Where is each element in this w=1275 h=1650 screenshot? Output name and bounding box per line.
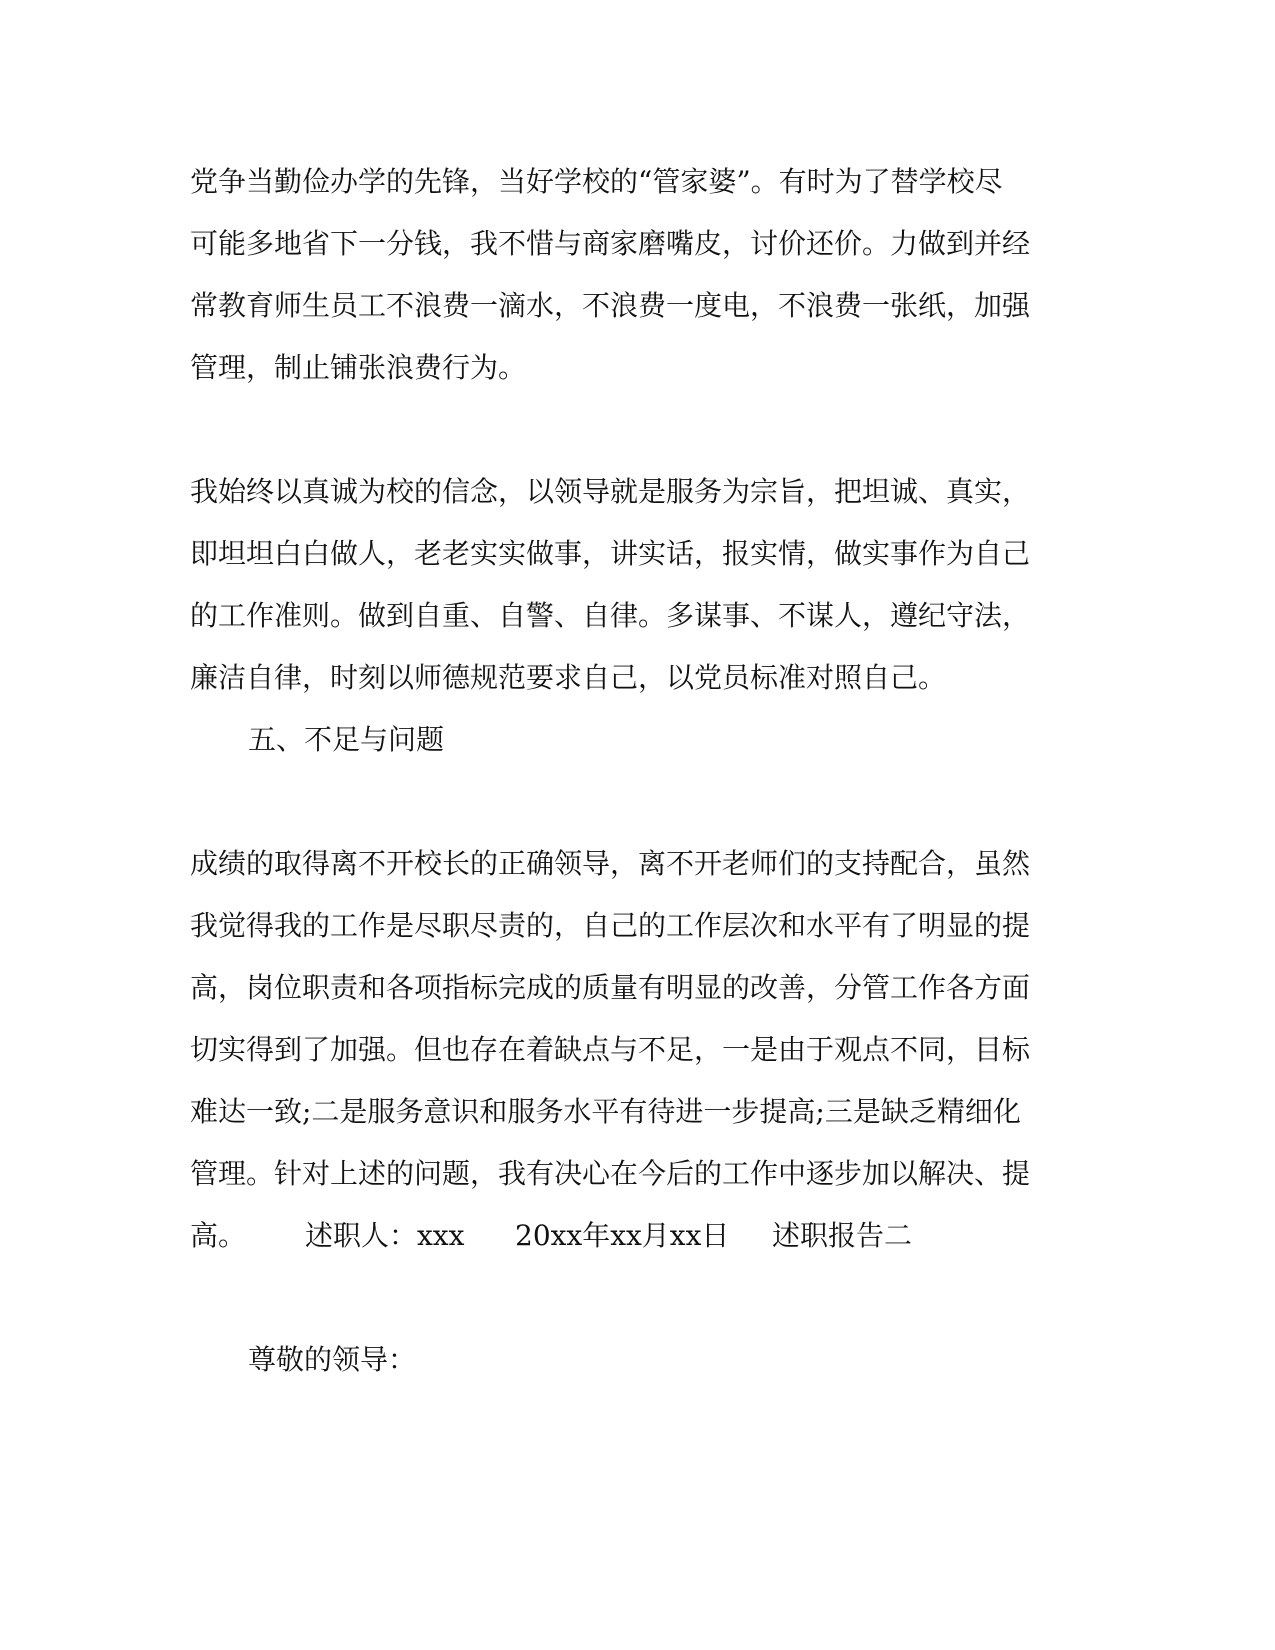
paragraph-3-end: 高。 [190,1219,247,1252]
paragraph-3-line-6: 管理。针对上述的问题，我有决心在今后的工作中逐步加以解决、提 [190,1157,1031,1190]
paragraph-3-line-1: 成绩的取得离不开校长的正确领导，离不开老师们的支持配合，虽然 [190,847,1031,880]
paragraph-2-line-4: 廉洁自律，时刻以师德规范要求自己，以党员标准对照自己。 [190,661,947,694]
paragraph-3-line-3: 高，岗位职责和各项指标完成的质量有明显的改善，分管工作各方面 [190,971,1031,1004]
paragraph-1-line-1: 党争当勤俭办学的先锋，当好学校的“管家婆”。有时为了替学校尽 [190,165,1003,198]
signer: 述职人：xxx [305,1219,465,1252]
salutation: 尊敬的领导： [248,1343,417,1376]
paragraph-3-line-2: 我觉得我的工作是尽职尽责的，自己的工作层次和水平有了明显的提 [190,909,1031,942]
paragraph-1-line-3: 常教育师生员工不浪费一滴水，不浪费一度电，不浪费一张纸，加强 [190,289,1031,322]
paragraph-1-line-2: 可能多地省下一分钱，我不惜与商家磨嘴皮，讨价还价。力做到并经 [190,227,1031,260]
paragraph-2-line-2: 即坦坦白白做人，老老实实做事，讲实话，报实情，做实事作为自己 [190,537,1031,570]
paragraph-1-line-4: 管理，制止铺张浪费行为。 [190,351,527,384]
section-heading-5: 五、不足与问题 [248,723,445,756]
signature-line [190,1218,1090,1254]
report-date: 20xx年xx月xx日 [515,1219,730,1252]
paragraph-2-line-1: 我始终以真诚为校的信念，以领导就是服务为宗旨，把坦诚、真实， [190,475,1031,508]
paragraph-3-line-5: 难达一致;二是服务意识和服务水平有待进一步提高;三是缺乏精细化 [190,1095,1021,1128]
paragraph-2-line-3: 的工作准则。做到自重、自警、自律。多谋事、不谋人，遵纪守法， [190,599,1031,632]
paragraph-3-line-4: 切实得到了加强。但也存在着缺点与不足，一是由于观点不同，目标 [190,1033,1031,1066]
next-report-title: 述职报告二 [772,1219,913,1252]
